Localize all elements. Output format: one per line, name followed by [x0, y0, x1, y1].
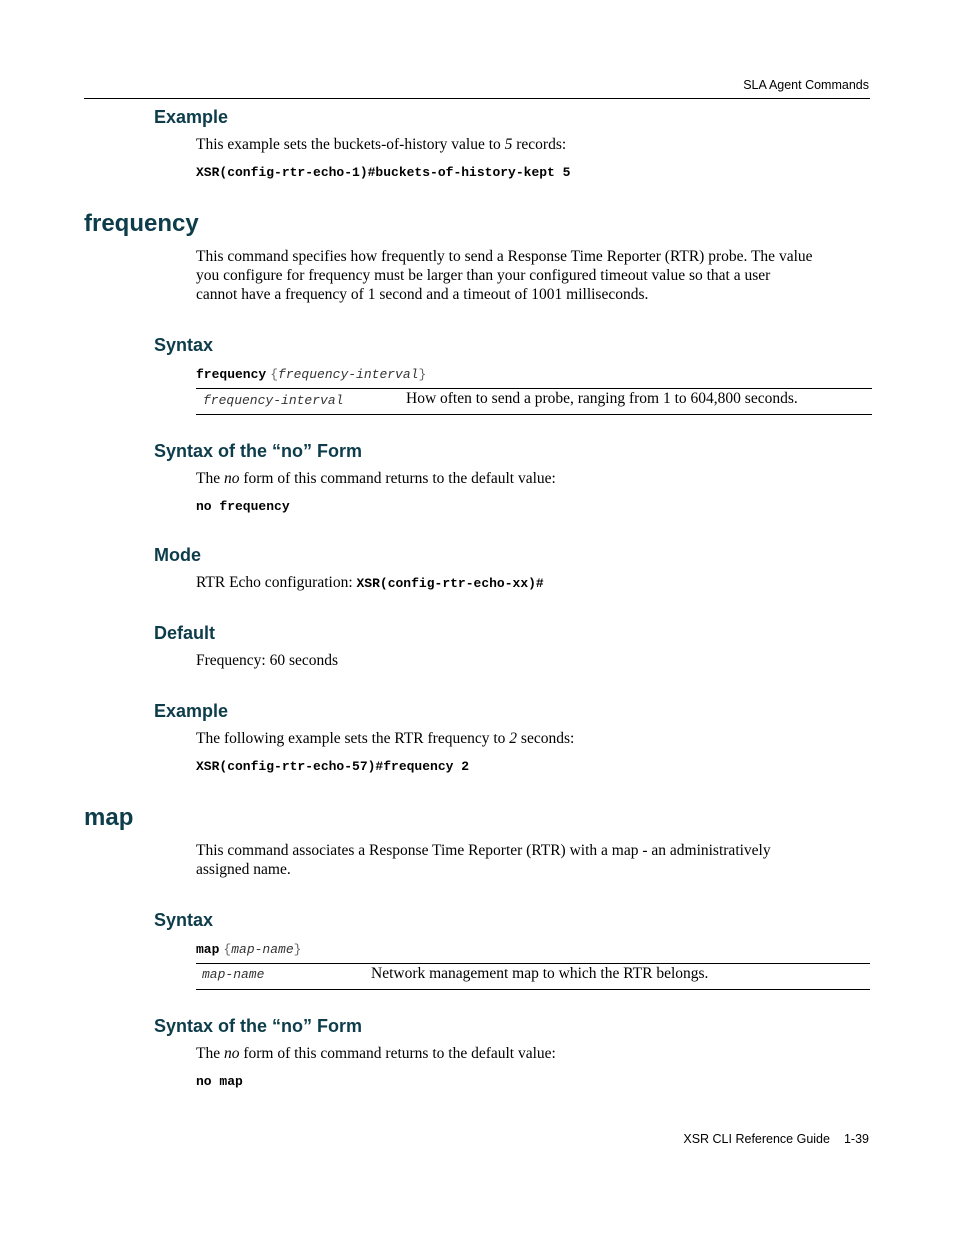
syntax-heading: Syntax [154, 335, 214, 355]
parameter-name: frequency-interval [203, 393, 344, 408]
syntax-heading: Syntax [154, 910, 214, 930]
mode-text: RTR Echo configuration: XSR(config-rtr-echo-xx)# [196, 574, 544, 591]
no-form-code: no frequency [196, 499, 290, 514]
no-form-text: The no form of this command returns to the default value: [196, 1045, 556, 1062]
syntax-line: frequency {frequency-interval} [196, 367, 427, 382]
example-code: XSR(config-rtr-echo-57)#frequency 2 [196, 759, 470, 774]
frequency-description: This command specifies how frequently to send a Response Time Reporter (RTR) probe. The value you configure for frequency must be larger than your configured timeout value so that a user cannot have a frequency of 1 second and a timeout of 1001 milliseconds. [196, 248, 813, 303]
syntax-line: map {map-name} [196, 942, 302, 957]
parameter-table [196, 388, 872, 415]
running-header: SLA Agent Commands [743, 78, 869, 92]
mode-heading: Mode [154, 545, 201, 565]
parameter-name: map-name [202, 967, 265, 982]
parameter-description: Network management map to which the RTR belongs. [371, 965, 709, 982]
example-heading: Example [154, 107, 229, 127]
parameter-table [196, 963, 870, 990]
no-form-code: no map [196, 1074, 243, 1089]
map-description: This command associates a Response Time Reporter (RTR) with a map - an administratively assigned name. [196, 842, 771, 878]
command-title-frequency: frequency [84, 210, 199, 237]
example-text: The following example sets the RTR frequency to 2 seconds: [196, 730, 575, 747]
page-number: 1-39 [843, 1132, 869, 1146]
example-code: XSR(config-rtr-echo-1)#buckets-of-history-kept 5 [196, 165, 571, 180]
no-form-heading: Syntax of the “no” Form [154, 1016, 363, 1036]
guide-title: XSR CLI Reference Guide [683, 1132, 830, 1146]
default-text: Frequency: 60 seconds [196, 652, 339, 669]
default-heading: Default [154, 623, 216, 643]
command-title-map: map [84, 804, 134, 831]
no-form-text: The no form of this command returns to the default value: [196, 470, 556, 487]
running-footer [683, 1132, 869, 1146]
example-heading: Example [154, 701, 229, 721]
parameter-description: How often to send a probe, ranging from 1 to 604,800 seconds. [406, 390, 798, 407]
no-form-heading: Syntax of the “no” Form [154, 441, 363, 461]
header-rule [84, 98, 870, 99]
example-text: This example sets the buckets-of-history value to 5 records: [196, 136, 567, 153]
